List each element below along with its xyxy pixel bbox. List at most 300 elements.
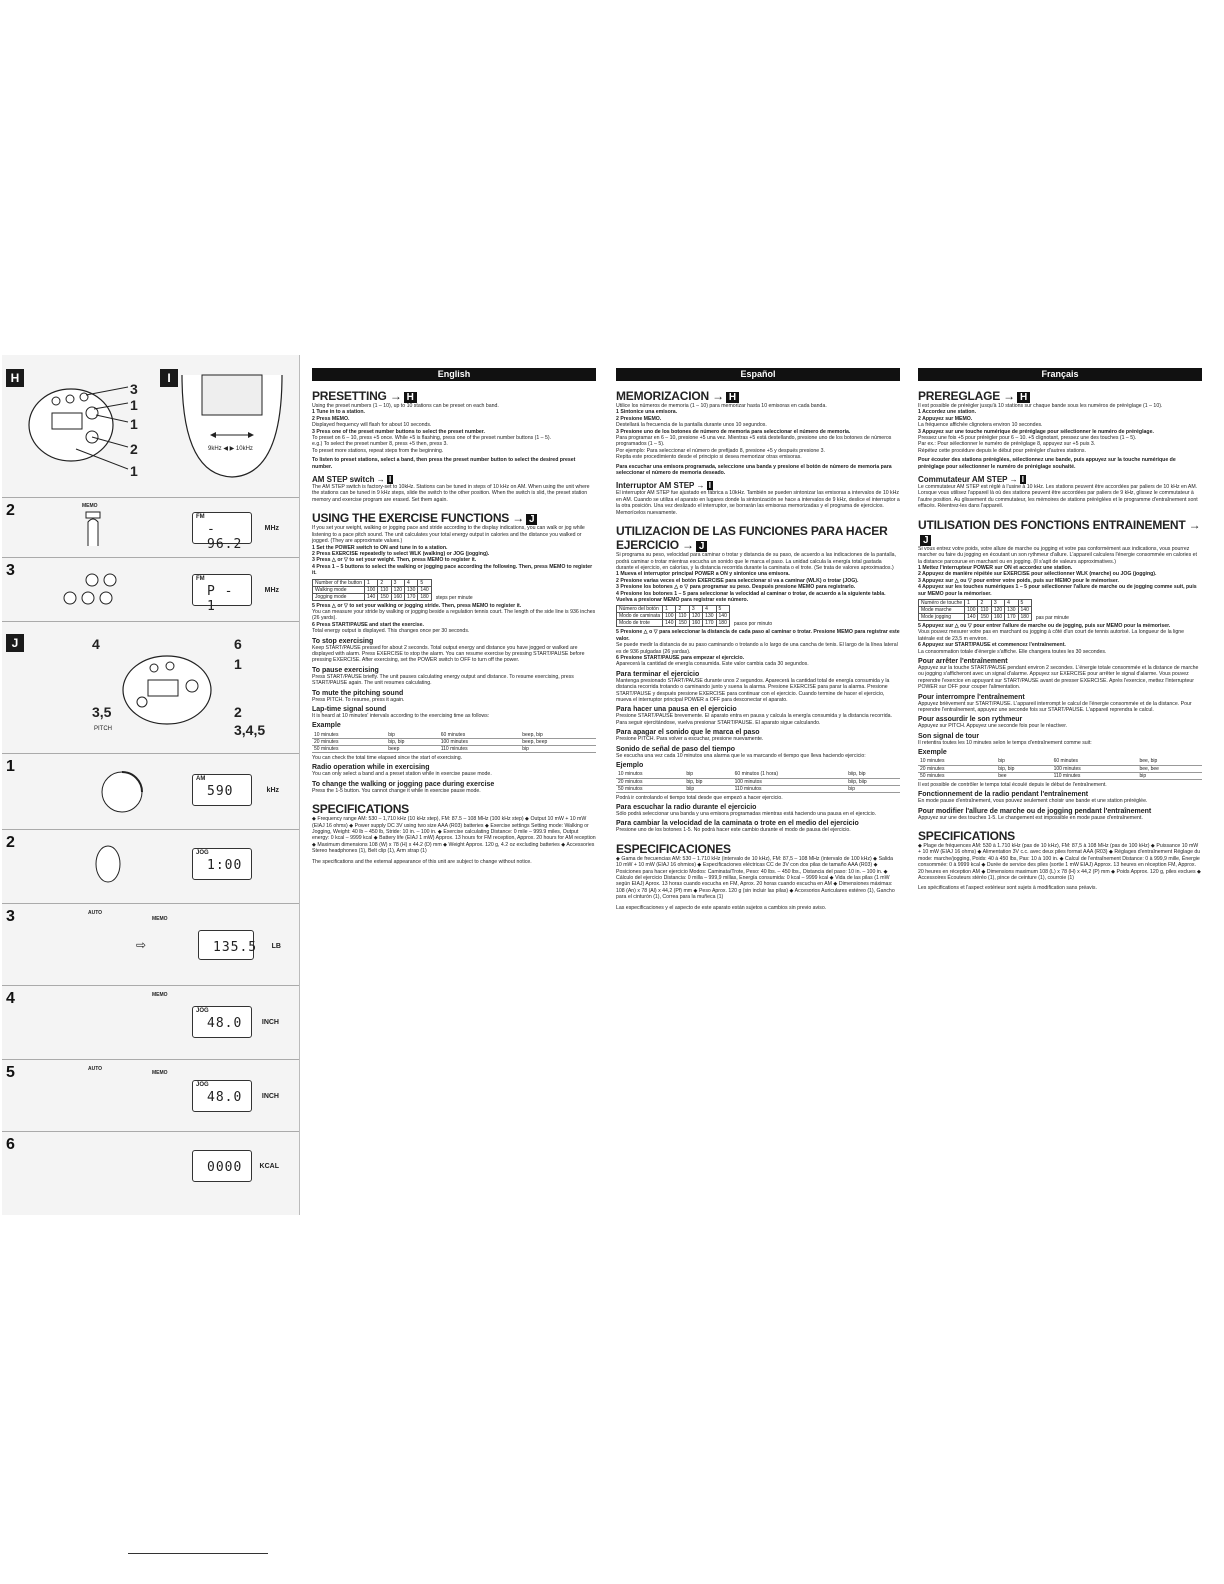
- list-item: 4 Press 1 – 5 buttons to select the walking or jogging pace according the following. Then, press MEMO to register it.: [312, 563, 593, 577]
- arrow-icon: →: [712, 389, 724, 403]
- table-cell: bee, bee: [1137, 765, 1202, 772]
- list-item: 3 Presione uno de los botones de número de memoria para seleccionar el número de memoria.: [616, 428, 851, 435]
- table-row: [919, 599, 1032, 606]
- list-item: 2 Presione MEMO.: [616, 415, 662, 422]
- presetting-title: MEMORIZACION → H: [616, 389, 900, 403]
- list-item: 5 Presione △ o ▽ para seleccionar la distancia de cada paso al caminar o trotar. Presione MEMO para registrar este valor.: [616, 629, 900, 642]
- spec-title: SPECIFICATIONS: [312, 802, 409, 817]
- subsection-title: Para terminar el ejercicio: [616, 670, 700, 678]
- table-cell: 100 minutos: [733, 778, 847, 785]
- table-cell: 100: [364, 586, 377, 593]
- listen-note: To listen to preset stations, select a band, then press the preset number button to select the desired preset number.: [312, 457, 576, 470]
- callout-j-2: 6: [234, 636, 242, 652]
- presetting-steps: [616, 409, 900, 460]
- list-item: 1 Sintonice una emisora.: [616, 409, 678, 416]
- list-item: Vous pouvez mesurer votre pas en marchant ou jogging à côté d'un court de tennis autorisé. La longueur de la ligne latérale est de 23,5 m environ.: [918, 629, 1185, 642]
- hand-press-exercise-icon: [88, 840, 128, 890]
- table-cell: 50 minutos: [616, 785, 684, 792]
- table-row: [918, 765, 1202, 772]
- table-cell: 170: [1005, 613, 1018, 620]
- table-cell: 10 minutes: [918, 758, 996, 765]
- table-cell: 110: [978, 606, 991, 613]
- subsection-text: Sólo podrá seleccionar una banda y una emisora programadas mientras está haciendo una pausa en el ejercicio.: [616, 810, 877, 817]
- subsection-text: It is heard at 10 minutes' intervals according to the exercising time as follows:: [312, 713, 490, 719]
- exercise-intro: Si vous entrez votre poids, votre allure de marche ou jogging et votre pas conformément aux indications, vous pourrez marcher ou faire du jogging en écoutant un son rythmeur d'allure. L'appareil calculera l'énergie consommée en calories et la distance parcourue en marchant ou en jogging. (Il s'agit de valeurs approximatives.): [918, 545, 1197, 565]
- subsection-title: To mute the pitching sound: [312, 689, 404, 697]
- table-row: [919, 613, 1032, 620]
- list-item: 3 Appuyez sur une touche numérique de préréglage pour sélectionner le numéro de préréglage.: [918, 428, 1154, 435]
- list-item: 6 Presione START/PAUSE para empezar el ejercicio.: [616, 654, 745, 661]
- list-item: La consommation totale d'énergie s'affiche. Elle changera toutes les 30 secondes.: [918, 648, 1107, 655]
- list-item: 3 Appuyez sur △ ou ▽ pour entrer votre poids, puis sur MEMO pour le mémoriser.: [918, 577, 1119, 584]
- table-cell: 120: [991, 606, 1004, 613]
- power-dial-icon: [92, 762, 152, 822]
- lcd-j-6: 0000 KCAL: [192, 1150, 252, 1182]
- auto-tuning-text: AUTO: [88, 1066, 103, 1072]
- table-row: [919, 606, 1032, 613]
- list-item: 6 Appuyez sur START/PAUSE et commencez l'entraînement.: [918, 642, 1066, 649]
- list-item: 3 Presione los botones △ o ▽ para programar su peso. Después presione MEMO para registrarlo.: [616, 584, 856, 591]
- list-item: To preset more stations, repeat steps from the beginning.: [312, 447, 444, 454]
- table-cell: bip: [520, 745, 596, 752]
- arrow-icon: →: [682, 538, 694, 553]
- subsection-text: Press the 1-5 button. You cannot change it while in exercise pause mode.: [312, 787, 481, 794]
- table-cell: 130: [703, 613, 716, 620]
- memo-text: MEMO: [152, 916, 168, 922]
- table-cell: 110: [378, 586, 391, 593]
- example-table: [918, 758, 1202, 780]
- table-row: [312, 738, 596, 745]
- table-cell: bip: [846, 785, 900, 792]
- subsection-text: Presione uno de los botones 1-5. No podrá hacer este cambio durante el modo de pausa del ejercicio.: [616, 827, 851, 834]
- subsection-title: Para escuchar la radio durante el ejercicio: [616, 803, 757, 811]
- list-item: 5 Appuyez sur △ ou ▽ pour entrer l'allure de marche ou de jogging, puis sur MEMO pour la mémoriser.: [918, 622, 1171, 629]
- memo-text: MEMO: [152, 1070, 168, 1076]
- subsection-title: Pour arrêter l'entraînement: [918, 657, 1008, 665]
- am-step-dial-text: 9kHz ◀ ▶ 10kHz: [208, 446, 253, 452]
- subsection-title: Sonido de señal de paso del tiempo: [616, 745, 736, 753]
- table-cell: 180: [716, 620, 729, 627]
- table-cell: bip: [386, 731, 438, 738]
- j-step-2-label: 2: [6, 834, 15, 851]
- pace-unit: pasos por minuto: [733, 621, 773, 628]
- table-cell: bip: [1137, 772, 1202, 779]
- pitch-label: PITCH: [94, 726, 112, 732]
- list-item: 2 Appuyez de manière répétée sur EXERCISE pour sélectionner WLK (marche) ou JOG (jogging).: [918, 571, 1157, 578]
- exercise-steps: [616, 571, 900, 603]
- table-cell: 2: [378, 579, 391, 586]
- subsection-title: To stop exercising: [312, 637, 374, 645]
- table-cell: 180: [1018, 613, 1031, 620]
- j-step-3-label: 3: [6, 908, 15, 925]
- callout-j-6: 3,4,5: [234, 722, 266, 738]
- j-step-1-label: 1: [6, 758, 15, 775]
- subsection-title: Pour modifier l'allure de marche ou de jogging pendant l'entraînement: [918, 807, 1152, 815]
- memo-text: MEMO: [152, 992, 168, 998]
- table-cell: 50 minutes: [312, 745, 386, 752]
- table-cell: 150: [378, 593, 391, 600]
- exercise-title: UTILIZACION DE LAS FUNCIONES PARA HACER EJERCICIO → J: [616, 524, 888, 553]
- table-cell: Número del botón: [617, 606, 663, 613]
- table-cell: 140: [418, 586, 431, 593]
- table-cell: 140: [716, 613, 729, 620]
- amstep-text: El interruptor AM STEP fue ajustado en fábrica a 10kHz. También se pueden sintonizar las emisoras a intervalos de 10 kHz en AM. Cuando se utiliza el aparato en lugares donde la sintonización se hace a intervalos de 9 kHz, deslice el interruptor a la otra posición. Una vez deslizado el interruptor, se borrarán las emisoras memorizadas y el programa de ejercicios. Memorícelos nuevamente.: [616, 490, 900, 516]
- lcd-j-5: JOG 48.0 INCH: [192, 1080, 252, 1112]
- table-cell: 170: [703, 620, 716, 627]
- radio-exercise-illustration: [112, 640, 232, 740]
- subsection-text: Il retentira toutes les 10 minutes selon le temps d'entraînement comme suit:: [918, 739, 1092, 746]
- list-item: 3 Press △ or ▽ to set your weight. Then, press MEMO to register it.: [312, 557, 477, 564]
- presetting-title: PREREGLAGE → H: [918, 389, 1202, 403]
- radio-back-illustration: [172, 365, 292, 485]
- table-cell: 100 minutes: [1052, 765, 1138, 772]
- subsection-text: Appuyez brièvement sur START/PAUSE. L'appareil interrompt le calcul de l'énergie consommée et de la distance. Pour reprendre l'entraînement, appuyez une seconde fois sur START/PAUSE. L'appareil reprendra le calcul.: [918, 700, 1192, 713]
- table-cell: biip, biip: [846, 778, 900, 785]
- table-cell: 110: [676, 613, 689, 620]
- table-cell: 3: [689, 606, 702, 613]
- table-row: [617, 606, 730, 613]
- table-cell: 110 minutes: [1052, 772, 1138, 779]
- subsection-text: Presione PITCH. Para volver a escuchar, presione nuevamente.: [616, 736, 764, 743]
- panel-j: [2, 622, 300, 754]
- table-cell: bip: [684, 771, 732, 778]
- amstep-title: Interruptor AM STEP → I: [616, 481, 711, 491]
- table-row: [616, 778, 900, 785]
- panel-j-4: [2, 986, 300, 1060]
- exercise-steps-2: [616, 629, 900, 667]
- table-cell: 140: [663, 620, 676, 627]
- list-item: 4 Presione los botones 1 – 5 para seleccionar la velocidad al caminar o trotar, de acuerdo a la siguiente tabla. Vuelva a presionar MEMO para registrar este número.: [616, 590, 886, 603]
- table-cell: 20 minutes: [918, 765, 996, 772]
- language-bar: English: [312, 368, 596, 381]
- list-item: Répétez cette procédure depuis le début pour prérégler d'autres stations.: [918, 447, 1086, 454]
- subsection-text: Presione START/PAUSE brevemente. El aparato entra en pausa y calcula la energía consumida y la distancia recorrida. Para seguir ejercitándose, vuelva presionar START/PAUSE. El aparato sigue calculando.: [616, 713, 892, 726]
- list-item: 2 Press MEMO.: [312, 415, 350, 422]
- pace-table: [312, 579, 432, 601]
- panel-j-5: [2, 1060, 300, 1132]
- presetting-intro: Using the preset numbers (1 – 10), up to 10 stations can be preset on each band.: [312, 403, 499, 409]
- example-note: You can check the total time elapsed since the start of exercising.: [312, 754, 463, 761]
- lcd-j-4: JOG 48.0 INCH: [192, 1006, 252, 1038]
- list-item: 1 Set the POWER switch to ON and tune in to a station.: [312, 544, 448, 551]
- exercise-steps-2: [312, 603, 596, 635]
- exercise-intro: If you set your weight, walking or jogging pace and stride according to the display indications, you can walk or jog while listening to a pace pitch sound. The unit calculates your total energy output in calories and the distance you walked or jogged. (They are approximate values.): [312, 525, 585, 545]
- english-column: [312, 368, 596, 865]
- table-row: [313, 579, 432, 586]
- lcd-step-3: FM P - 1 MHz: [192, 574, 252, 606]
- exercise-title: USING THE EXERCISE FUNCTIONS → J: [312, 511, 596, 525]
- table-cell: Modo de trote: [617, 620, 663, 627]
- arrow-icon: →: [1003, 389, 1015, 403]
- subsection-text: Appuyez sur la touche START/PAUSE pendant environ 2 secondes. L'énergie totale consommée et la distance de marche ou jogging s'afficheront avec un signal d'alarme. Appuyez sur EXERCISE pour arrêter le signal d'alarme. Vous pouvez reprendre l'exercice en appuyant sur START/PAUSE avant de presser EXERCISE. Après l'exercice, mettez l'interrupteur POWER sur OFF pour couper l'alimentation.: [918, 664, 1199, 691]
- table-cell: 5: [716, 606, 729, 613]
- table-cell: 160: [689, 620, 702, 627]
- list-item: Pressez une fois +5 pour prérégler pour 6 – 10. +5 clignotant, pressez une des touches (1 – 5).: [918, 435, 1137, 442]
- bottom-rule: [128, 1553, 268, 1554]
- panel-j-3: [2, 904, 300, 986]
- list-item: 1 Tune in to a station.: [312, 409, 365, 416]
- memo-text: MEMO: [82, 503, 98, 509]
- table-row: [312, 731, 596, 738]
- lcd-j-2: JOG 1:00: [192, 848, 252, 880]
- hand-press-icon: [78, 508, 108, 548]
- list-item: 2 Press EXERCISE repeatedly to select WLK (walking) or JOG (jogging).: [312, 550, 490, 557]
- table-cell: 140: [364, 593, 377, 600]
- table-cell: 100 minutes: [439, 738, 521, 745]
- table-cell: 4: [703, 606, 716, 613]
- french-column: [918, 368, 1202, 892]
- table-cell: 4: [1005, 599, 1018, 606]
- panel-j-2: [2, 830, 300, 904]
- table-cell: 2: [676, 606, 689, 613]
- table-cell: beep: [386, 745, 438, 752]
- table-cell: 120: [689, 613, 702, 620]
- table-row: [617, 613, 730, 620]
- subsection-title: Son signal de tour: [918, 732, 980, 740]
- subsection-text: Se escucha una vez cada 10 minutos una alarma que le va marcando el tiempo que lleva haciendo ejercicio:: [616, 752, 866, 759]
- exercise-intro: Si programa su peso, velocidad para caminar o trotar y distancia de su paso, de acuerdo a las indicaciones de la pantalla, podrá caminar o trotar mientras escucha un sonido que le marca el paso. La unidad calcula la energía total gastada durante el ejercicio, en calorías, y la distancia recorrida durante la caminata o el trote. (Se trata de valores aproximados.): [616, 552, 897, 571]
- table-cell: 10 minutes: [312, 731, 386, 738]
- pace-table: [616, 605, 730, 627]
- list-item: 4 Appuyez sur les touches numériques 1 – 5 pour sélectionner l'allure de marche ou de jogging comme suit, puis sur MEMO pour la mémoriser.: [918, 584, 1197, 597]
- table-cell: 110 minutes: [439, 745, 521, 752]
- table-cell: beep, bip: [520, 731, 596, 738]
- callout-h-2: 1: [130, 397, 138, 413]
- table-cell: bip, bip: [996, 765, 1051, 772]
- table-cell: 130: [1005, 606, 1018, 613]
- list-item: Se puede medir la distancia de su paso caminando o trotando a lo largo de una cancha de tenis. El largo de la línea lateral es de 936 pulgadas (26 yardas).: [616, 642, 898, 655]
- j-step-5-label: 5: [6, 1064, 15, 1081]
- table-cell: 150: [676, 620, 689, 627]
- spec-text: ◆ Gama de frecuencias AM: 530 – 1.710 kHz (intervalo de 10 kHz), FM: 87,5 – 108 MHz (intervalo de 100 kHz) ◆ Salida 10 mW + 10 mW (EIAJ 16 ohmios) ◆ Especificaciones eléctricas CC de 3V con dos pilas de tamaño AAA (R03) ◆ Posiciones para hacer ejercicio Modos: Caminata/Trote, Peso: 40 lbs. – 450 lbs., Distancia del paso: 10 in. – 100 in. ◆ Cálculo del ejercicio Distancia: 0 milla – 999,9 millas, Energía consumida: 0 kcal – 9999 kcal ◆ Vida de las pilas (1 mW según EIAJ) Aprox. 13 horas cuando escucha en FM, Aprox. 20 horas cuando escucha en AM ◆ Dimensiones máximas: 108 (An) x 78 (Al) x 44,2 (Pf) mm ◆ Peso Aprox. 120 g (sin incluir las pilas) ◆ Accesorios Auriculares estéreo (1), Gancho para el cinturón (1), Correa para la muñeca (1): [616, 855, 895, 901]
- arrow-icon: →: [389, 389, 402, 403]
- subsection-text: Appuyez sur PITCH. Appuyez une seconde fois pour le réactiver.: [918, 723, 1068, 730]
- spec-text: ◆ Frequency range AM: 530 – 1,710 kHz (10 kHz step), FM: 87.5 – 108 MHz (100 kHz step) ◆ Output 10 mW + 10 mW (EIAJ 16 ohms) ◆ Power supply DC 3V using two size AAA (R03) batteries ◆ Exercise settings Setting mode: Walking or Jogging, Weight: 40 lb – 450 lb, Stride: 10 in. – 100 in. ◆ Exercise calculating Distance: 0 mile – 999.9 miles, Output energy: 0 kcal – 9999 kcal ◆ Battery life (EIAJ 1 mW) Approx. 13 hours for FM reception, Approx. 20 hours for AM reception ◆ Maximum dimensions 108 (W) x 78 (H) x 44.2 (D) mm ◆ Weight Approx. 120 g, 4.2 oz excluding batteries ◆ Accessories Stereo headphones (1), Belt clip (1), Arm strap (1): [312, 816, 596, 855]
- table-cell: Walking mode: [313, 586, 365, 593]
- subsection-title: Fonctionnement de la radio pendant l'entraînement: [918, 791, 1089, 799]
- table-cell: 1: [364, 579, 377, 586]
- list-item: 2 Appuyez sur MEMO.: [918, 415, 973, 422]
- panel-j-1: [2, 754, 300, 830]
- table-cell: 160: [991, 613, 1004, 620]
- table-cell: 60 minutos (1 hora): [733, 771, 847, 778]
- list-item: To preset on 6 – 10, press +5 once. While +5 is flashing, press one of the preset number buttons (1 – 5).: [312, 435, 552, 442]
- subsection-text: Keep START/PAUSE pressed for about 2 seconds. Total output energy and distance you have jogged or walked are displayed with alarm. Press EXERCISE to stop the alarm. You can resume exercise by pressing START/PAUSE before pressing EXERCISE. After exercising, set the POWER switch to OFF to turn off the power.: [312, 644, 585, 664]
- callout-j-4: 3,5: [92, 704, 112, 720]
- callout-j-1: 4: [92, 636, 100, 652]
- amstep-title: Commutateur AM STEP → I: [918, 475, 1025, 485]
- lcd-j-3: 135.5 LB: [198, 930, 254, 960]
- example-title: Ejemplo: [616, 762, 644, 770]
- list-item: 1 Accordez une station.: [918, 409, 977, 416]
- spec-text: ◆ Plage de fréquences AM: 530 à 1.710 kHz (pas de 10 kHz), FM: 87,5 à 108 MHz (pas de 100 kHz) ◆ Puissance 10 mW + 10 mW (EIAJ 16 ohms) ◆ Alimentation 3V c.c. avec deux piles format AAA (R03) ◆ Réglages d'entraînement Réglage du mode: marche/jogging, Poids: 40 à 450 lbs, Pas: 10 à 100 in. ◆ Calcul de l'entraînement Distance: 0 à 999,9 mille, Énergie consommée: 0 à 9999 kcal ◆ Durée de service des piles (sortie 1 mW EIAJ) Approx. 13 heures en réception FM, Approx. 20 heures en réception AM ◆ Dimensions maximum 108 (L) x 78 (H) x 44,2 (P) mm ◆ Poids Approx. 120 g, piles exclues ◆ Accessoires Écouteurs stéréo (1), pince de ceinture (1), courroie (1): [918, 842, 1201, 881]
- table-cell: Jogging mode: [313, 593, 365, 600]
- spec-title: SPECIFICATIONS: [918, 828, 1015, 843]
- subsection-title: Pour interrompre l'entraînement: [918, 693, 1025, 701]
- preset-buttons-icon: [52, 566, 142, 616]
- table-cell: Number of the button: [313, 579, 365, 586]
- spanish-column: [616, 368, 900, 911]
- subsection-text: You can only select a band and a preset station while in exercise pause mode.: [312, 771, 492, 778]
- list-item: Para programar en 6 – 10, presione +5 una vez. Mientras +5 está destellando, presione uno de los botones de números programados (1 – 5).: [616, 435, 892, 448]
- table-cell: 5: [1018, 599, 1031, 606]
- callout-j-5: 2: [234, 704, 242, 720]
- table-cell: 3: [991, 599, 1004, 606]
- panel-step-3: [2, 558, 300, 622]
- panel-j-6: [2, 1132, 300, 1215]
- exercise-steps-2: [918, 623, 1202, 655]
- callout-h-1: 3: [130, 381, 138, 397]
- table-row: [312, 745, 596, 752]
- step-2-label: 2: [6, 502, 15, 519]
- auto-tuning-text: AUTO: [88, 910, 103, 916]
- table-cell: Mode marche: [919, 606, 965, 613]
- example-table: [616, 771, 900, 793]
- table-cell: 5: [418, 579, 431, 586]
- list-item: 1 Mettez l'interrupteur POWER sur ON et accordez une station.: [918, 564, 1073, 571]
- callout-h-3: 1: [130, 416, 138, 432]
- table-cell: 140: [1018, 606, 1031, 613]
- amstep-text: Le commutateur AM STEP est réglé à l'usine à 10 kHz. Les stations peuvent être accordées par paliers de 10 kHz en AM. Lorsque vous utilisez l'appareil là où des stations peuvent être accordées par paliers de 9 kHz, glissez le commutateur à l'autre position. Au glissement du commutateur, les mémoires de stations préréglées et le programme d'entraînement sont effacés. Réentrez-les dans l'appareil.: [918, 484, 1198, 510]
- callout-h-4: 2: [130, 441, 138, 457]
- list-item: Destellará la frecuencia de la pantalla durante unos 10 segundos.: [616, 422, 767, 429]
- j-step-6-label: 6: [6, 1136, 15, 1153]
- table-cell: 100: [965, 606, 978, 613]
- pace-unit: steps per minute: [435, 594, 473, 601]
- spec-note: Las especificaciones y el aspecto de este aparato están sujetos a cambios sin previo aviso.: [616, 904, 827, 911]
- example-table: [312, 731, 596, 753]
- subsection-title: Para hacer una pausa en el ejercicio: [616, 706, 737, 714]
- spec-title: ESPECIFICACIONES: [616, 841, 731, 856]
- list-item: Displayed frequency will flash for about 10 seconds.: [312, 422, 432, 429]
- table-cell: 140: [965, 613, 978, 620]
- callout-h-5: 1: [130, 463, 138, 479]
- subsection-text: En mode pause d'entraînement, vous pouvez seulement choisir une bande et une station préréglée.: [918, 798, 1148, 805]
- lcd-step-2: FM - 96.2 MHz: [192, 512, 252, 544]
- arrow-icon: ⇨: [136, 938, 147, 952]
- list-item: Par ex.: Pour sélectionner le numéro de préréglage 8, appuyez sur +5 puis 3.: [918, 441, 1096, 448]
- panel-h-i: [2, 355, 300, 498]
- table-row: [313, 586, 432, 593]
- presetting-intro: Il est possible de prérégler jusqu'à 10 stations sur chaque bande sous les numéros de préréglage (1 – 10).: [918, 403, 1163, 409]
- subsection-title: Lap-time signal sound: [312, 706, 387, 713]
- language-bar: Español: [616, 368, 900, 381]
- list-item: e.g.) To select the preset number 8, press +5 then, press 3.: [312, 441, 448, 448]
- subsection-title: Radio operation while in exercising: [312, 764, 430, 772]
- table-cell: 20 minutes: [312, 738, 386, 745]
- table-cell: bip, bip: [386, 738, 438, 745]
- table-cell: 20 minutos: [616, 778, 684, 785]
- subsection-title: Para apagar el sonido que le marca el paso: [616, 729, 760, 737]
- table-cell: 60 minutes: [1052, 758, 1138, 765]
- table-cell: 110 minutos: [733, 785, 847, 792]
- table-cell: biip: [684, 785, 732, 792]
- table-cell: 170: [405, 593, 418, 600]
- lcd-j-1: AM 590 kHz: [192, 774, 252, 806]
- listen-note: Para escuchar una emisora programada, seleccione una banda y presione el botón de número de memoria para seleccionar el número de memoria deseado.: [616, 463, 892, 477]
- table-cell: beep, beep: [520, 738, 596, 745]
- table-cell: 2: [978, 599, 991, 606]
- table-cell: 1: [965, 599, 978, 606]
- list-item: 3 Press one of the preset number buttons to select the preset number.: [312, 428, 485, 435]
- spec-note: The specifications and the external appearance of this unit are subject to change without notice.: [312, 858, 532, 865]
- table-cell: 180: [418, 593, 431, 600]
- amstep-text: The AM STEP switch is factory-set to 10kHz. Stations can be tuned in steps of 10 kHz on AM. When using the unit where the stations can be tuned in 9 kHz steps, slide the switch to the other position. When the switch is slid, the preset station memory and exercise program are erased. Set them again.: [312, 484, 590, 503]
- table-cell: Modo de caminata: [617, 613, 663, 620]
- table-cell: bee, bip: [1137, 758, 1202, 765]
- table-cell: 4: [405, 579, 418, 586]
- table-row: [616, 785, 900, 792]
- table-cell: 150: [978, 613, 991, 620]
- presetting-steps: [312, 409, 596, 454]
- list-item: 1 Mueva el interruptor principal POWER a ON y sintonice una emisora.: [616, 571, 790, 578]
- list-item: 5 Press △ or ▽ to set your walking or jogging stride. Then, press MEMO to register it.: [312, 602, 522, 609]
- pace-table: [918, 599, 1032, 621]
- callout-j-3: 1: [234, 656, 242, 672]
- table-cell: 3: [391, 579, 404, 586]
- subsection-title: To change the walking or jogging pace during exercise: [312, 780, 495, 788]
- subsection-text: Appuyez sur une des touches 1-5. Le changement est impossible en mode pause d'entraînement.: [918, 814, 1143, 821]
- panel-step-2: [2, 498, 300, 558]
- example-title: Exemple: [918, 749, 947, 757]
- table-cell: 120: [391, 586, 404, 593]
- table-row: [918, 772, 1202, 779]
- subsection-text: Press PITCH. To resume, press it again.: [312, 696, 405, 703]
- table-row: [313, 593, 432, 600]
- panel-h-label: H: [6, 369, 24, 387]
- subsection-text: Press START/PAUSE briefly. The unit pauses calculating energy output and distance. To resume exercising, press START/PAUSE again. The unit resumes calculating.: [312, 673, 574, 687]
- table-cell: bee: [996, 772, 1051, 779]
- j-step-4-label: 4: [6, 990, 15, 1007]
- table-cell: bip: [996, 758, 1051, 765]
- list-item: 2 Presione varias veces el botón EXERCISE para seleccionar si va a caminar (WLK) o trotar (JOG).: [616, 577, 859, 584]
- step-3-label: 3: [6, 562, 15, 579]
- arrow-icon: →: [1188, 517, 1201, 532]
- list-item: Repita este procedimiento desde el principio si desea memorizar otras emisoras.: [616, 454, 802, 461]
- table-row: [918, 758, 1202, 765]
- subsection-title: To pause exercising: [312, 666, 379, 674]
- amstep-title: AM STEP switch → I: [312, 475, 392, 485]
- exercise-steps: [312, 545, 596, 577]
- illustration-panel: [2, 355, 300, 1215]
- listen-note: Pour écouter des stations préréglées, sélectionnez une bande, puis appuyez sur la touche numérique de préréglage pour sélectionner le numéro de préréglage souhaité.: [918, 457, 1176, 470]
- table-cell: 160: [391, 593, 404, 600]
- table-cell: 100: [663, 613, 676, 620]
- table-cell: biip, bip: [846, 771, 900, 778]
- pace-unit: pas par minute: [1035, 614, 1069, 621]
- table-cell: 10 minutos: [616, 771, 684, 778]
- exercise-title: UTILISATION DES FONCTIONS ENTRAINEMENT →J: [918, 517, 1201, 546]
- pace-table-wrap: [616, 603, 900, 629]
- exercise-steps: [918, 565, 1202, 597]
- pace-table-wrap: [312, 577, 596, 603]
- table-cell: 130: [405, 586, 418, 593]
- list-item: You can measure your stride by walking or jogging beside a regulation tennis court. The length of the side line is 936 inches (26 yards).: [312, 608, 596, 622]
- table-cell: 60 minutes: [439, 731, 521, 738]
- table-cell: Numéro de touche: [919, 599, 965, 606]
- language-bar: Français: [918, 368, 1202, 381]
- table-cell: 50 minutes: [918, 772, 996, 779]
- table-cell: bip, bip: [684, 778, 732, 785]
- presetting-intro: Utilice los números de memoria (1 – 10) para memorizar hasta 10 emisoras en cada banda.: [616, 403, 827, 409]
- arrow-icon: →: [512, 511, 525, 526]
- list-item: Total energy output is displayed. This changes once per 30 seconds.: [312, 628, 470, 635]
- list-item: La fréquence affichée clignotera environ 10 secondes.: [918, 422, 1043, 429]
- list-item: 6 Press START/PAUSE and start the exercise.: [312, 621, 424, 628]
- spec-note: Les spécifications et l'aspect extérieur sont sujets à modification sans préavis.: [918, 885, 1097, 892]
- subsection-title: Para cambiar la velocidad de la caminata o trote en el medio del ejercicio: [616, 820, 859, 828]
- example-title: Example: [312, 722, 341, 730]
